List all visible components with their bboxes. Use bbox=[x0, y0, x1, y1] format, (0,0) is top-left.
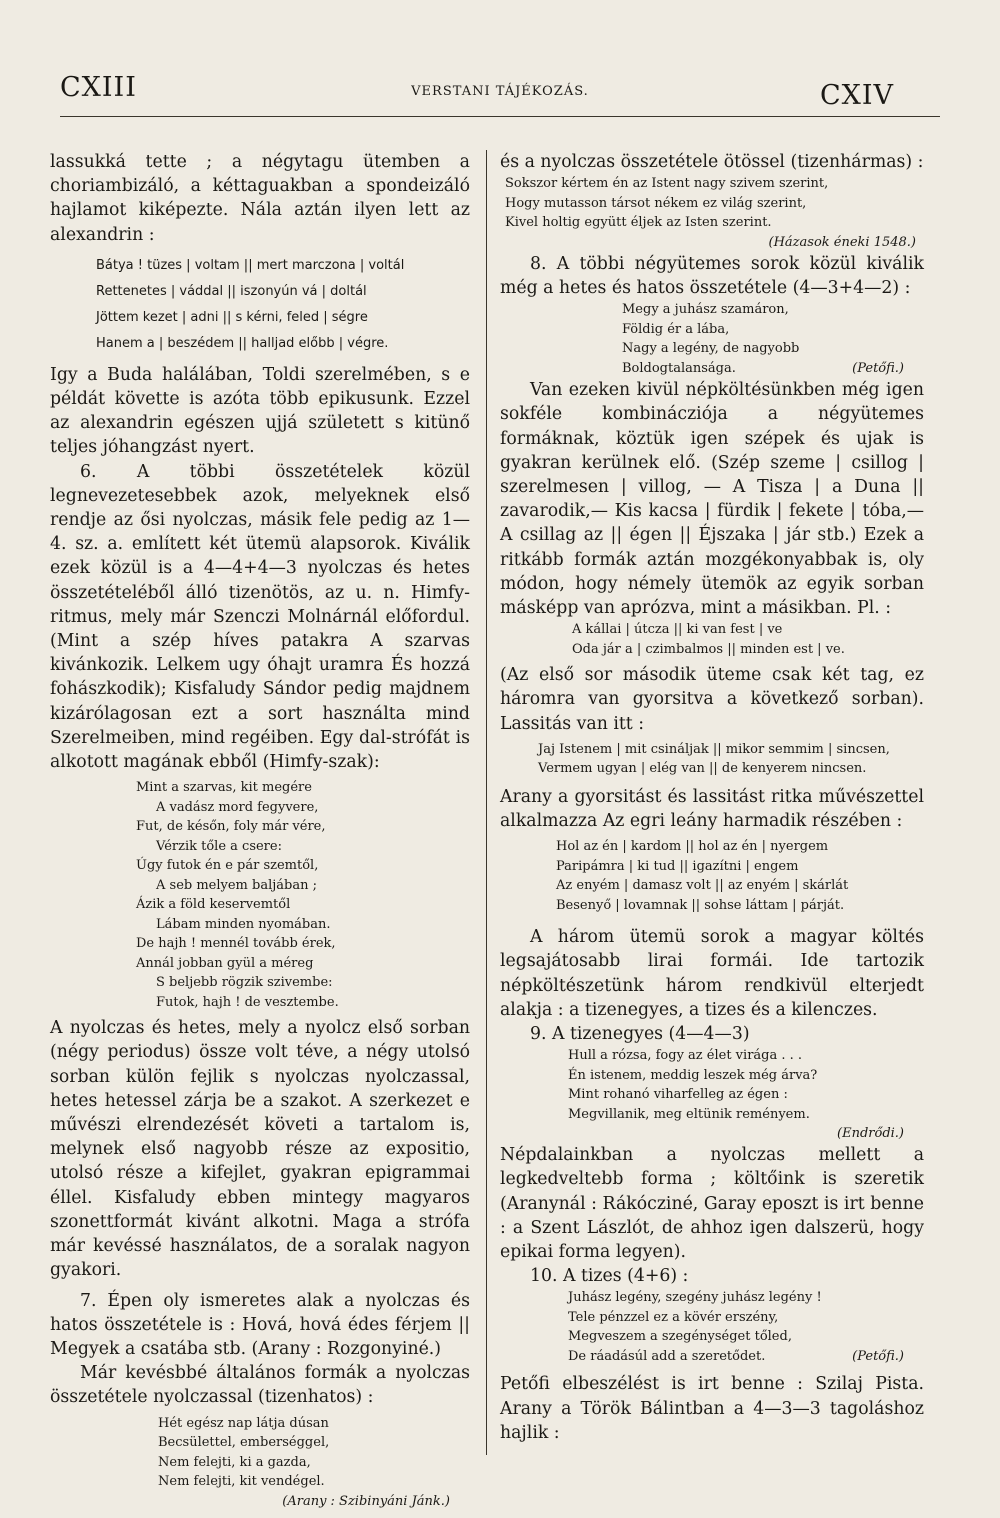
verse-line: A vadász mord fegyvere, bbox=[156, 799, 319, 815]
poem-kallai bbox=[500, 620, 924, 659]
paragraph: Arany a gyorsitást és lassitást ritka művészettel alkalmazza Az egri leány harmadik részében : bbox=[500, 786, 924, 831]
verse-line: Annál jobban gyül a méreg bbox=[136, 955, 314, 971]
verse-line: Vermem ugyan | elég van || de kenyerem nincsen. bbox=[538, 761, 867, 777]
scansion-block bbox=[50, 253, 470, 357]
verse-line: Besenyő | lovamnak || sohse láttam | párját. bbox=[556, 897, 845, 913]
verse-line: Hull a rózsa, fogy az élet virága . . . bbox=[568, 1048, 803, 1064]
poem-egri-leany bbox=[500, 837, 924, 915]
scansion-line: Rettenetes | váddal || iszonyún vá | doltál bbox=[96, 283, 367, 299]
paragraph: Van ezeken kivül népköltésünkben még igen sokféle kombinácziója a négyütemes formáknak, köztük igen szépek és ujak is gyakran kerülnek elő. (Szép szeme | csillog | szerelmesen | villog, — A Tisza | a Duna || zavarodik,— Kis kacsa | fürdik | fekete | tóba,—A csillag az || égen || Éjszaka | jár stb.) Ezek a ritkább formák aztán mozgékonyabbak is, oly módon, hogy némely ütemök az egyik sorban másképp van aprózva, mint a másikban. Pl. : bbox=[500, 380, 924, 618]
poem-jaj-istenem bbox=[500, 740, 924, 779]
paragraph: Népdalainkban a nyolczas mellett a legkedveltebb forma ; költőink is szeretik (Aranynál : Rákócziné, Garay eposzt is irt benne : a Szent Lászlót, de ahhoz igen dalszerü, hogy epikai forma legyen). bbox=[500, 1145, 924, 1262]
paragraph: lassukká tette ; a négytagu ütemben a choriambizáló, a kéttaguakban a spondeizáló hajlamot kiképezte. Nála aztán ilyen lett az alexandrin : bbox=[50, 152, 470, 245]
verse-line: S beljebb rögzik szivembe: bbox=[156, 975, 333, 991]
verse-line: Nem felejti, kit vendégel. bbox=[158, 1474, 325, 1490]
paragraph: és a nyolczas összetétele ötössel (tizenhármas) : bbox=[500, 152, 924, 172]
verse-line: Vérzik tőle a csere: bbox=[156, 838, 282, 854]
verse-line: Hol az én | kardom || hol az én | nyergem bbox=[556, 839, 829, 855]
poem-arany bbox=[50, 1414, 470, 1492]
paragraph: A nyolczas és hetes, mely a nyolcz első sorban (négy periodus) össze volt téve, a négy utolsó sorban külön fejlik s nyolczas nyolczassal, hetes hetessel zárja be a szakot. A szerkezet e művészi elrendezését követi a tartalom is, melynek első nagyobb része az expositio, utolsó része a kifejlet, gyakran epigrammai éllel. Kisfaludy ebben mintegy magyaros szonettformát kivánt alkotni. Maga a strófa már kevéssé használatos, de a soralak nagyon gyakori. bbox=[50, 1018, 470, 1281]
verse-line: Sokszor kértem én az Istent nagy szivem szerint, bbox=[505, 176, 829, 192]
verse-line: Mint rohanó viharfelleg az égen : bbox=[568, 1087, 788, 1103]
verse-line: Ázik a föld keservemtől bbox=[136, 897, 291, 913]
verse-line: Mint a szarvas, kit megére bbox=[136, 780, 312, 796]
verse-line: Az enyém | damasz volt || az enyém | skárlát bbox=[556, 878, 849, 894]
verse-line: Nem felejti, ki a gazda, bbox=[158, 1454, 311, 1470]
paragraph: 8. A többi négyütemes sorok közül kiválik még a hetes és hatos összetétele (4—3+4—2) : bbox=[500, 253, 924, 298]
verse-line: Paripámra | ki tud || igazítni | engem bbox=[556, 858, 799, 874]
paragraph: (Az első sor második üteme csak két tag, ez háromra van gyorsitva a következő sorban). Lassitás van itt : bbox=[500, 665, 924, 734]
page-number-left: CXIII bbox=[60, 72, 137, 103]
section-heading-9: 9. A tizenegyes (4—4—3) bbox=[530, 1023, 750, 1044]
poem-endrodi bbox=[500, 1046, 924, 1124]
paragraph: Már kevésbbé általános formák a nyolczas összetétele nyolczassal (tizenhatos) : bbox=[50, 1363, 470, 1408]
verse-line: Kivel holtig együtt éljek az Isten szerint. bbox=[505, 215, 772, 231]
verse-line: Fut, de későn, foly már vére, bbox=[136, 819, 326, 835]
verse-line: Tele pénzzel ez a kövér erszény, bbox=[568, 1309, 779, 1325]
running-header: VERSTANI TÁJÉKOZÁS. bbox=[411, 84, 589, 99]
verse-line: Becsülettel, emberséggel, bbox=[158, 1435, 330, 1451]
scansion-line: Bátya ! tüzes | voltam || mert marczona | voltál bbox=[96, 257, 405, 273]
verse-line: Nagy a legény, de nagyobb bbox=[622, 341, 800, 357]
verse-line: Oda jár a | czimbalmos || minden est | ve. bbox=[572, 641, 845, 657]
citation: (Endrődi.) bbox=[837, 1126, 904, 1142]
verse-line: Megvillanik, meg eltünik reményem. bbox=[568, 1106, 810, 1122]
scansion-line: Hanem a | beszédem || halljad előbb | végre. bbox=[96, 335, 389, 351]
paragraph: 6. A többi összetételek közül legnevezetesebbek azok, melyeknek első rendje az ősi nyolczas, másik fele pedig az 1—4. sz. a. említett két ütemü alapsorok. Kiválik ezek közül is a 4—4+4—3 nyolczas és hetes összetételéből álló tizenötös, az u. n. Himfy-ritmus, mely már Szenczi Molnárnál előfordul. (Mint a szép híves patakra A szarvas kivánkozik. Lelkem ugy óhajt uramra És hozzá fohászkodik); Kisfaludy Sándor pedig majdnem kizárólagosan ezt a sort használta mind Szerelmeiben, mind regéiben. Egy dal-strófát is alkotott magának ebből (Himfy-szak): bbox=[50, 461, 470, 773]
verse-line: Megveszem a szegénységet tőled, bbox=[568, 1329, 792, 1345]
verse-line: Földig ér a lába, bbox=[622, 321, 730, 337]
verse-line: Én istenem, meddig leszek még árva? bbox=[568, 1067, 818, 1083]
verse-line: Hogy mutasson társot nékem ez világ szerint, bbox=[505, 195, 807, 211]
verse-line: Futok, hajh ! de vesztembe. bbox=[156, 994, 339, 1010]
verse-line: Jaj Istenem | mit csináljak || mikor semmim | sincsen, bbox=[538, 741, 890, 757]
paragraph: Igy a Buda halálában, Toldi szerelmében, s e példát követte is azóta több epikusunk. Ezzel az alexandrin egészen ujjá született s kitünő teljes jóhangzást nyert. bbox=[50, 364, 470, 458]
citation: (Petőfi.) bbox=[852, 1349, 904, 1365]
verse-line: Lábam minden nyomában. bbox=[156, 916, 331, 932]
verse-line: Hét egész nap látja dúsan bbox=[158, 1415, 329, 1431]
verse-line: A seb melyem baljában ; bbox=[156, 877, 317, 893]
page-number-right: CXIV bbox=[820, 80, 895, 111]
citation: (Házasok éneki 1548.) bbox=[768, 234, 916, 250]
paragraph: A három ütemü sorok a magyar költés legsajátosabb lirai formái. Ide tartozik népköltészetünk három rendkivül elterjedt alakja : a tizenegyes, a tizes és a kilenczes. bbox=[500, 927, 924, 1020]
column-divider bbox=[486, 150, 487, 1455]
verse-line: Juhász legény, szegény juhász legény ! bbox=[568, 1290, 822, 1306]
section-heading-10: 10. A tizes (4+6) : bbox=[530, 1266, 689, 1287]
verse-line: Boldogtalansága. bbox=[622, 360, 736, 376]
header-rule bbox=[60, 116, 940, 117]
paragraph: Petőfi elbeszélést is irt benne : Szilaj Pista. Arany a Török Bálintban a 4—3—3 tagoláshoz hajlik : bbox=[500, 1374, 924, 1443]
verse-line: Megy a juhász szamáron, bbox=[622, 302, 789, 318]
scansion-line: Jöttem kezet | adni || s kérni, feled | ségre bbox=[96, 309, 368, 325]
left-column bbox=[50, 150, 470, 1511]
citation: (Petőfi.) bbox=[852, 361, 904, 377]
verse-line: De ráadásúl add a szeretődet. bbox=[568, 1348, 766, 1364]
verse-line: De hajh ! mennél tovább érek, bbox=[136, 936, 336, 952]
right-column bbox=[500, 150, 924, 1445]
paragraph: 7. Épen oly ismeretes alak a nyolczas és hatos összetétele is : Hová, hová édes férjem || Megyek a csatába stb. (Arany : Rozgonyiné.) bbox=[50, 1290, 470, 1359]
poem-himfy bbox=[50, 778, 470, 1012]
poem-hazasok bbox=[500, 174, 924, 233]
verse-line: Úgy futok én e pár szemtől, bbox=[136, 858, 319, 874]
verse-line: A kállai | útcza || ki van fest | ve bbox=[572, 622, 783, 638]
citation: (Arany : Szibinyáni Jánk.) bbox=[282, 1493, 450, 1509]
